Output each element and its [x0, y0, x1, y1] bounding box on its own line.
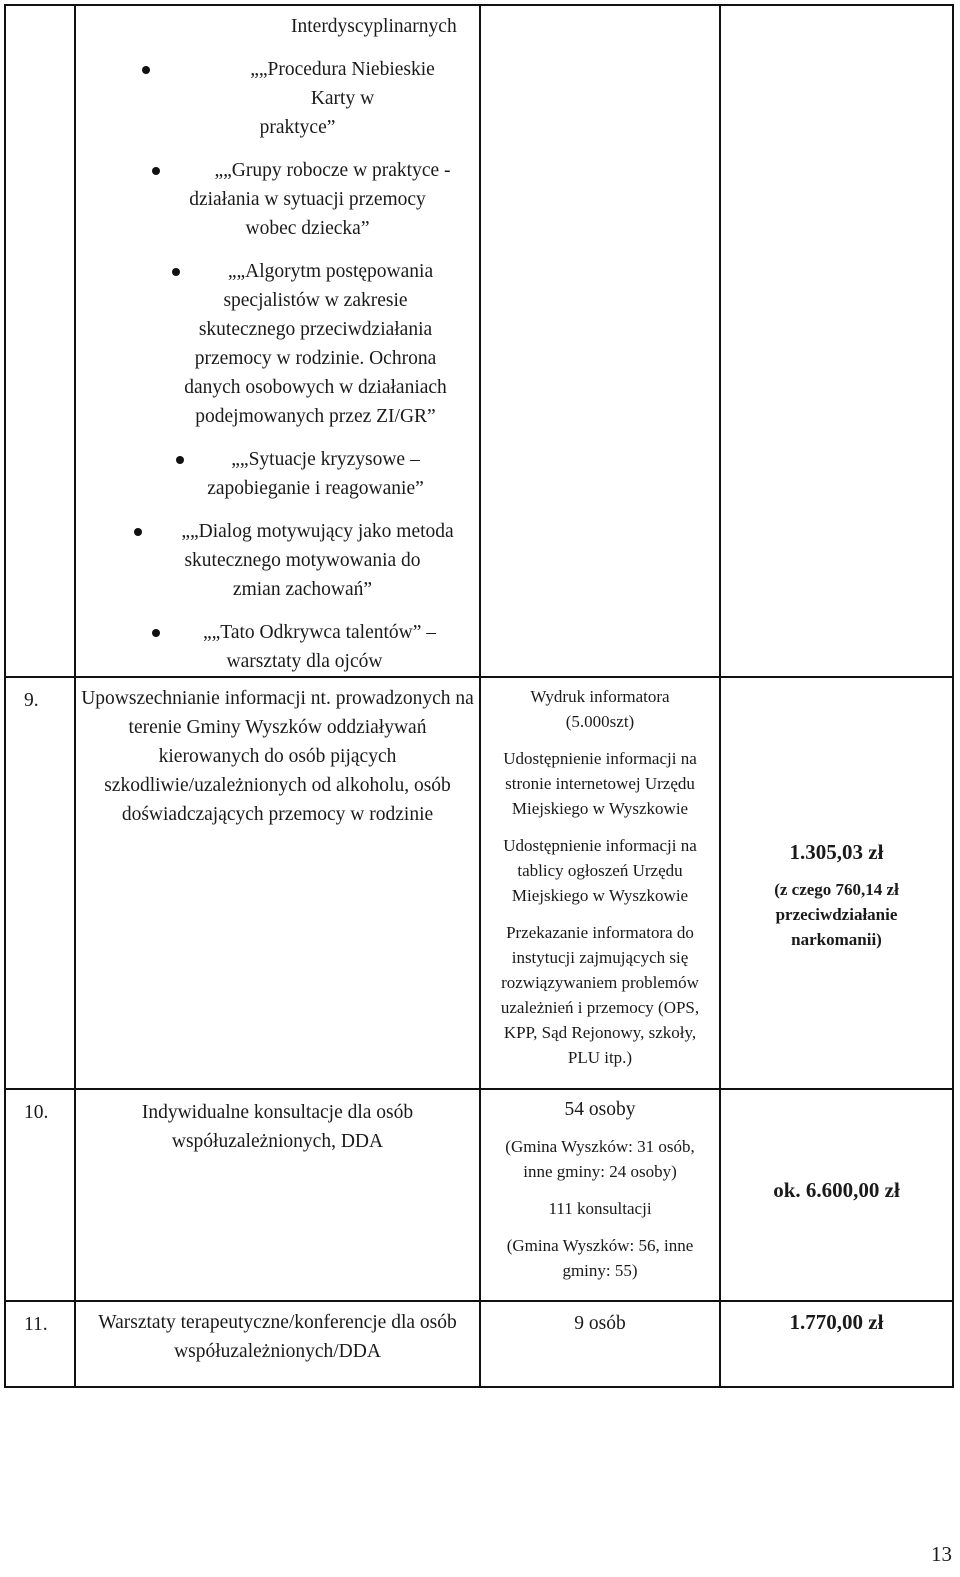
- list-item: [76, 55, 479, 142]
- list-item-line: „„Algorytm postępowania: [227, 261, 434, 282]
- result-item: (Gmina Wyszków: 31 osób, inne gminy: 24 osoby): [505, 1137, 695, 1181]
- table-row: [5, 1301, 953, 1387]
- cost-value: 1.770,00 zł: [789, 1310, 884, 1334]
- list-item-line: „„Sytuacje kryzysowe –: [231, 449, 420, 470]
- result-item: Udostępnienie informacji na tablicy ogłoszeń Urzędu Miejskiego w Wyszkowie: [503, 836, 697, 905]
- row-number: [5, 1089, 75, 1301]
- list-item-line: przemocy w rodzinie. Ochrona: [194, 348, 437, 369]
- list-item: [76, 517, 479, 604]
- cost-cell: [720, 677, 953, 1089]
- results-cell: [480, 1089, 720, 1301]
- cost-note: (z czego 760,14 zł przeciwdziałanie narkomanii): [774, 880, 899, 949]
- list-item: [76, 445, 479, 503]
- number-cell: [5, 5, 75, 677]
- result-item: Przekazanie informatora do instytucji zajmujących się rozwiązywaniem problemów uzależnień i przemocy (OPS, KPP, Sąd Rejonowy, szkoły, PLU itp.): [500, 923, 700, 1067]
- table-row: [5, 5, 953, 677]
- row-description: Indywidualne konsultacje dla osób współuzależnionych, DDA: [141, 1102, 414, 1152]
- result-item: (Gmina Wyszków: 56, inne gminy: 55): [506, 1236, 694, 1280]
- table-row: [5, 677, 953, 1089]
- cost-cell: [720, 1301, 953, 1387]
- result-item: Wydruk informatora (5.000szt): [530, 687, 670, 731]
- list-item-line: specjalistów w zakresie: [223, 290, 408, 311]
- list-item-line: skutecznego przeciwdziałania: [198, 319, 433, 340]
- results-cell: [480, 5, 720, 677]
- cost-cell: [720, 1089, 953, 1301]
- description-cell: [75, 5, 480, 677]
- bullet-icon: [172, 268, 180, 276]
- cost-cell: [720, 5, 953, 677]
- row-number-text: 9.: [24, 690, 39, 711]
- bullet-icon: [134, 528, 142, 536]
- description-cell: [75, 1301, 480, 1387]
- result-item: 54 osoby: [564, 1099, 636, 1120]
- row-number: [5, 677, 75, 1089]
- results-cell: [480, 1301, 720, 1387]
- page-number: 13: [931, 1542, 952, 1566]
- row-number-text: 10.: [24, 1102, 49, 1123]
- training-list: [76, 55, 479, 676]
- list-item-line: „„Dialog motywujący jako metoda: [181, 521, 454, 542]
- row-description: Upowszechnianie informacji nt. prowadzonych na terenie Gminy Wyszków oddziaływań kierowanych do osób pijących szkodliwie/uzależnionych od alkoholu, osób doświadczających przemocy w rodzinie: [81, 688, 474, 825]
- bullet-icon: [152, 629, 160, 637]
- cost-value: 1.305,03 zł: [789, 840, 884, 864]
- list-item-line: zmian zachowań”: [232, 579, 373, 600]
- results-cell: [480, 677, 720, 1089]
- list-item-line: działania w sytuacji przemocy: [189, 189, 426, 210]
- list-item: [76, 618, 479, 676]
- row-number-text: 11.: [24, 1314, 48, 1335]
- cost-value: ok. 6.600,00 zł: [773, 1178, 900, 1202]
- row-description: Warsztaty terapeutyczne/konferencje dla osób współuzależnionych/DDA: [98, 1312, 457, 1362]
- result-item: Udostępnienie informacji na stronie internetowej Urzędu Miejskiego w Wyszkowie: [503, 749, 697, 818]
- row-number: [5, 1301, 75, 1387]
- list-item-line: praktyce”: [259, 117, 336, 138]
- bullet-icon: [152, 167, 160, 175]
- intro-line: Interdyscyplinarnych: [291, 16, 457, 37]
- list-item-line: danych osobowych w działaniach: [184, 377, 447, 398]
- list-item-line: podejmowanych przez ZI/GR”: [195, 406, 436, 427]
- program-table: [4, 4, 954, 1388]
- bullet-icon: [142, 66, 150, 74]
- list-item: [76, 257, 479, 431]
- table-row: [5, 1089, 953, 1301]
- list-item-line: warsztaty dla ojców: [226, 651, 383, 672]
- result-item: 9 osób: [574, 1313, 626, 1334]
- bullet-icon: [176, 456, 184, 464]
- list-item: [76, 156, 479, 243]
- list-item-line: „„Grupy robocze w praktyce -: [214, 160, 451, 181]
- description-cell: [75, 677, 480, 1089]
- description-cell: [75, 1089, 480, 1301]
- list-item-line: skutecznego motywowania do: [184, 550, 421, 571]
- result-item: 111 konsultacji: [548, 1199, 652, 1218]
- list-item-line: zapobieganie i reagowanie”: [207, 478, 424, 499]
- list-item-line: „„Tato Odkrywca talentów” –: [202, 622, 437, 643]
- list-item-line: wobec dziecka”: [245, 218, 370, 239]
- list-item-line: „„Procedura Niebieskie Karty w: [250, 59, 435, 109]
